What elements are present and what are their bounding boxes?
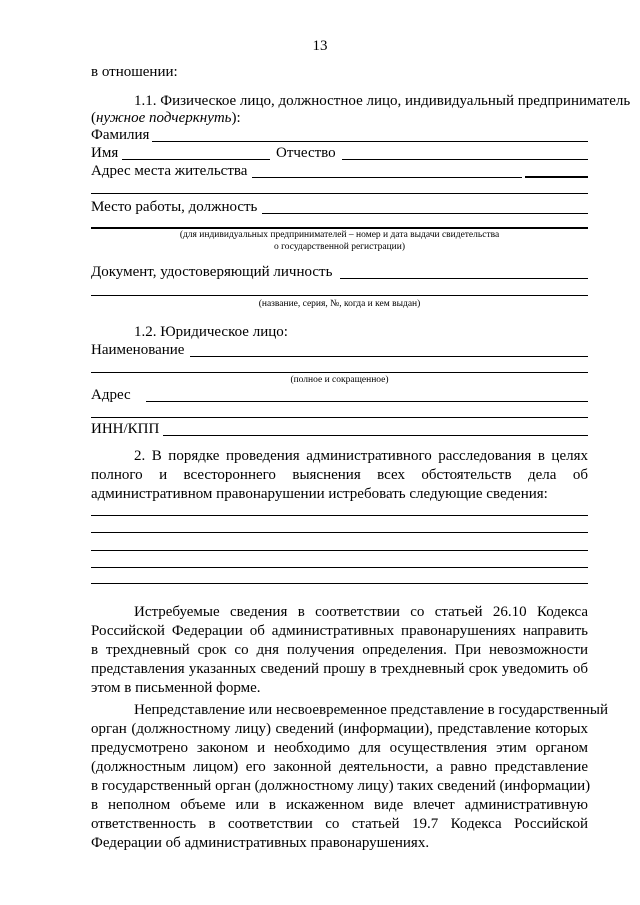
requested-info-line-5[interactable]: [91, 583, 588, 584]
section-2-line-2: полного и всестороннего выяснения всех обстоятельств дела об: [91, 467, 588, 483]
underline-note-italic: нужное подчеркнуть: [96, 110, 232, 126]
paragraph-2-line-7: ответственность в соответствии со статьей 19.7 Кодекса Российской: [91, 816, 588, 832]
paragraph-1-line-1: Истребуемые сведения в соответствии со статьей 26.10 Кодекса: [134, 604, 588, 620]
inn-kpp-label: ИНН/КПП: [91, 421, 160, 437]
inn-kpp-field[interactable]: [163, 435, 588, 436]
requested-info-line-2[interactable]: [91, 532, 588, 533]
paragraph-1-line-2: Российской Федерации об административных правонарушениях направить: [91, 623, 588, 639]
address-label: Адрес места жительства: [91, 163, 248, 179]
name-label: Имя: [91, 145, 119, 161]
paragraph-2-line-1: Непредставление или несвоевременное представление в государственный: [134, 702, 608, 718]
legal-address-field-line-2[interactable]: [91, 417, 588, 418]
patronymic-label: Отчество: [276, 145, 336, 161]
work-label: Место работы, должность: [91, 199, 258, 215]
legal-address-label: Адрес: [91, 387, 131, 403]
underline-note: (нужное подчеркнуть):: [91, 110, 241, 126]
surname-label: Фамилия: [91, 127, 150, 143]
legal-address-field[interactable]: [146, 401, 588, 402]
intro-text: в отношении:: [91, 64, 178, 80]
page-number: 13: [312, 38, 328, 54]
legal-name-field-line-2[interactable]: [91, 372, 588, 373]
paragraph-2-line-2: орган (должностному лицу) сведений (информации), представление которых: [91, 721, 588, 737]
section-2-line-1: 2. В порядке проведения административного расследования в целях: [134, 448, 588, 464]
requested-info-line-4[interactable]: [91, 567, 588, 568]
address-field[interactable]: [252, 177, 522, 178]
requested-info-line-3[interactable]: [91, 550, 588, 551]
paragraph-1-line-3: в трехдневный срок со дня получения определения. При невозможности: [91, 642, 588, 658]
paragraph-1-line-4: представления указанных сведений прошу в трехдневный срок уведомить об: [91, 661, 588, 677]
legal-name-caption: (полное и сокращенное): [290, 375, 389, 385]
section-1-2-heading: 1.2. Юридическое лицо:: [134, 324, 288, 340]
address-field-extra[interactable]: [525, 176, 588, 178]
id-document-field-line-2[interactable]: [91, 295, 588, 296]
surname-field[interactable]: [152, 141, 588, 142]
name-field[interactable]: [122, 159, 270, 160]
paragraph-2-line-5: в государственный орган (должностному лицу) таких сведений (информации): [91, 778, 591, 794]
paragraph-2-line-8: Федерации об административных правонарушениях.: [91, 835, 430, 851]
paragraph-1-line-5: этом в письменной форме.: [91, 680, 261, 696]
id-document-caption: (название, серия, №, когда и кем выдан): [258, 299, 421, 309]
id-document-label: Документ, удостоверяющий личность: [91, 264, 333, 280]
section-2-line-3: административном правонарушении истребовать следующие сведения:: [91, 486, 548, 502]
paragraph-2-line-3: предусмотрено законом и необходимо для осуществления этим органом: [91, 740, 588, 756]
paragraph-2-line-4: (должностным лицом) его законной деятельности, а равно представление: [91, 759, 588, 775]
work-field[interactable]: [262, 213, 588, 214]
work-field-line-2[interactable]: [91, 227, 588, 229]
section-1-1-heading: 1.1. Физическое лицо, должностное лицо, индивидуальный предприниматель: [134, 93, 631, 109]
underline-note-close: ):: [231, 110, 241, 126]
legal-name-field[interactable]: [190, 356, 588, 357]
requested-info-line-1[interactable]: [91, 515, 588, 516]
paragraph-2-line-6: в неполном объеме или в искаженном виде влечет административную: [91, 797, 588, 813]
legal-name-label: Наименование: [91, 342, 185, 358]
address-field-line-2[interactable]: [91, 193, 588, 194]
ip-caption-line-2: о государственной регистрации): [273, 242, 406, 252]
id-document-field[interactable]: [340, 278, 588, 279]
ip-caption-line-1: (для индивидуальных предпринимателей – номер и дата выдачи свидетельства: [179, 230, 500, 240]
patronymic-field[interactable]: [342, 159, 588, 160]
